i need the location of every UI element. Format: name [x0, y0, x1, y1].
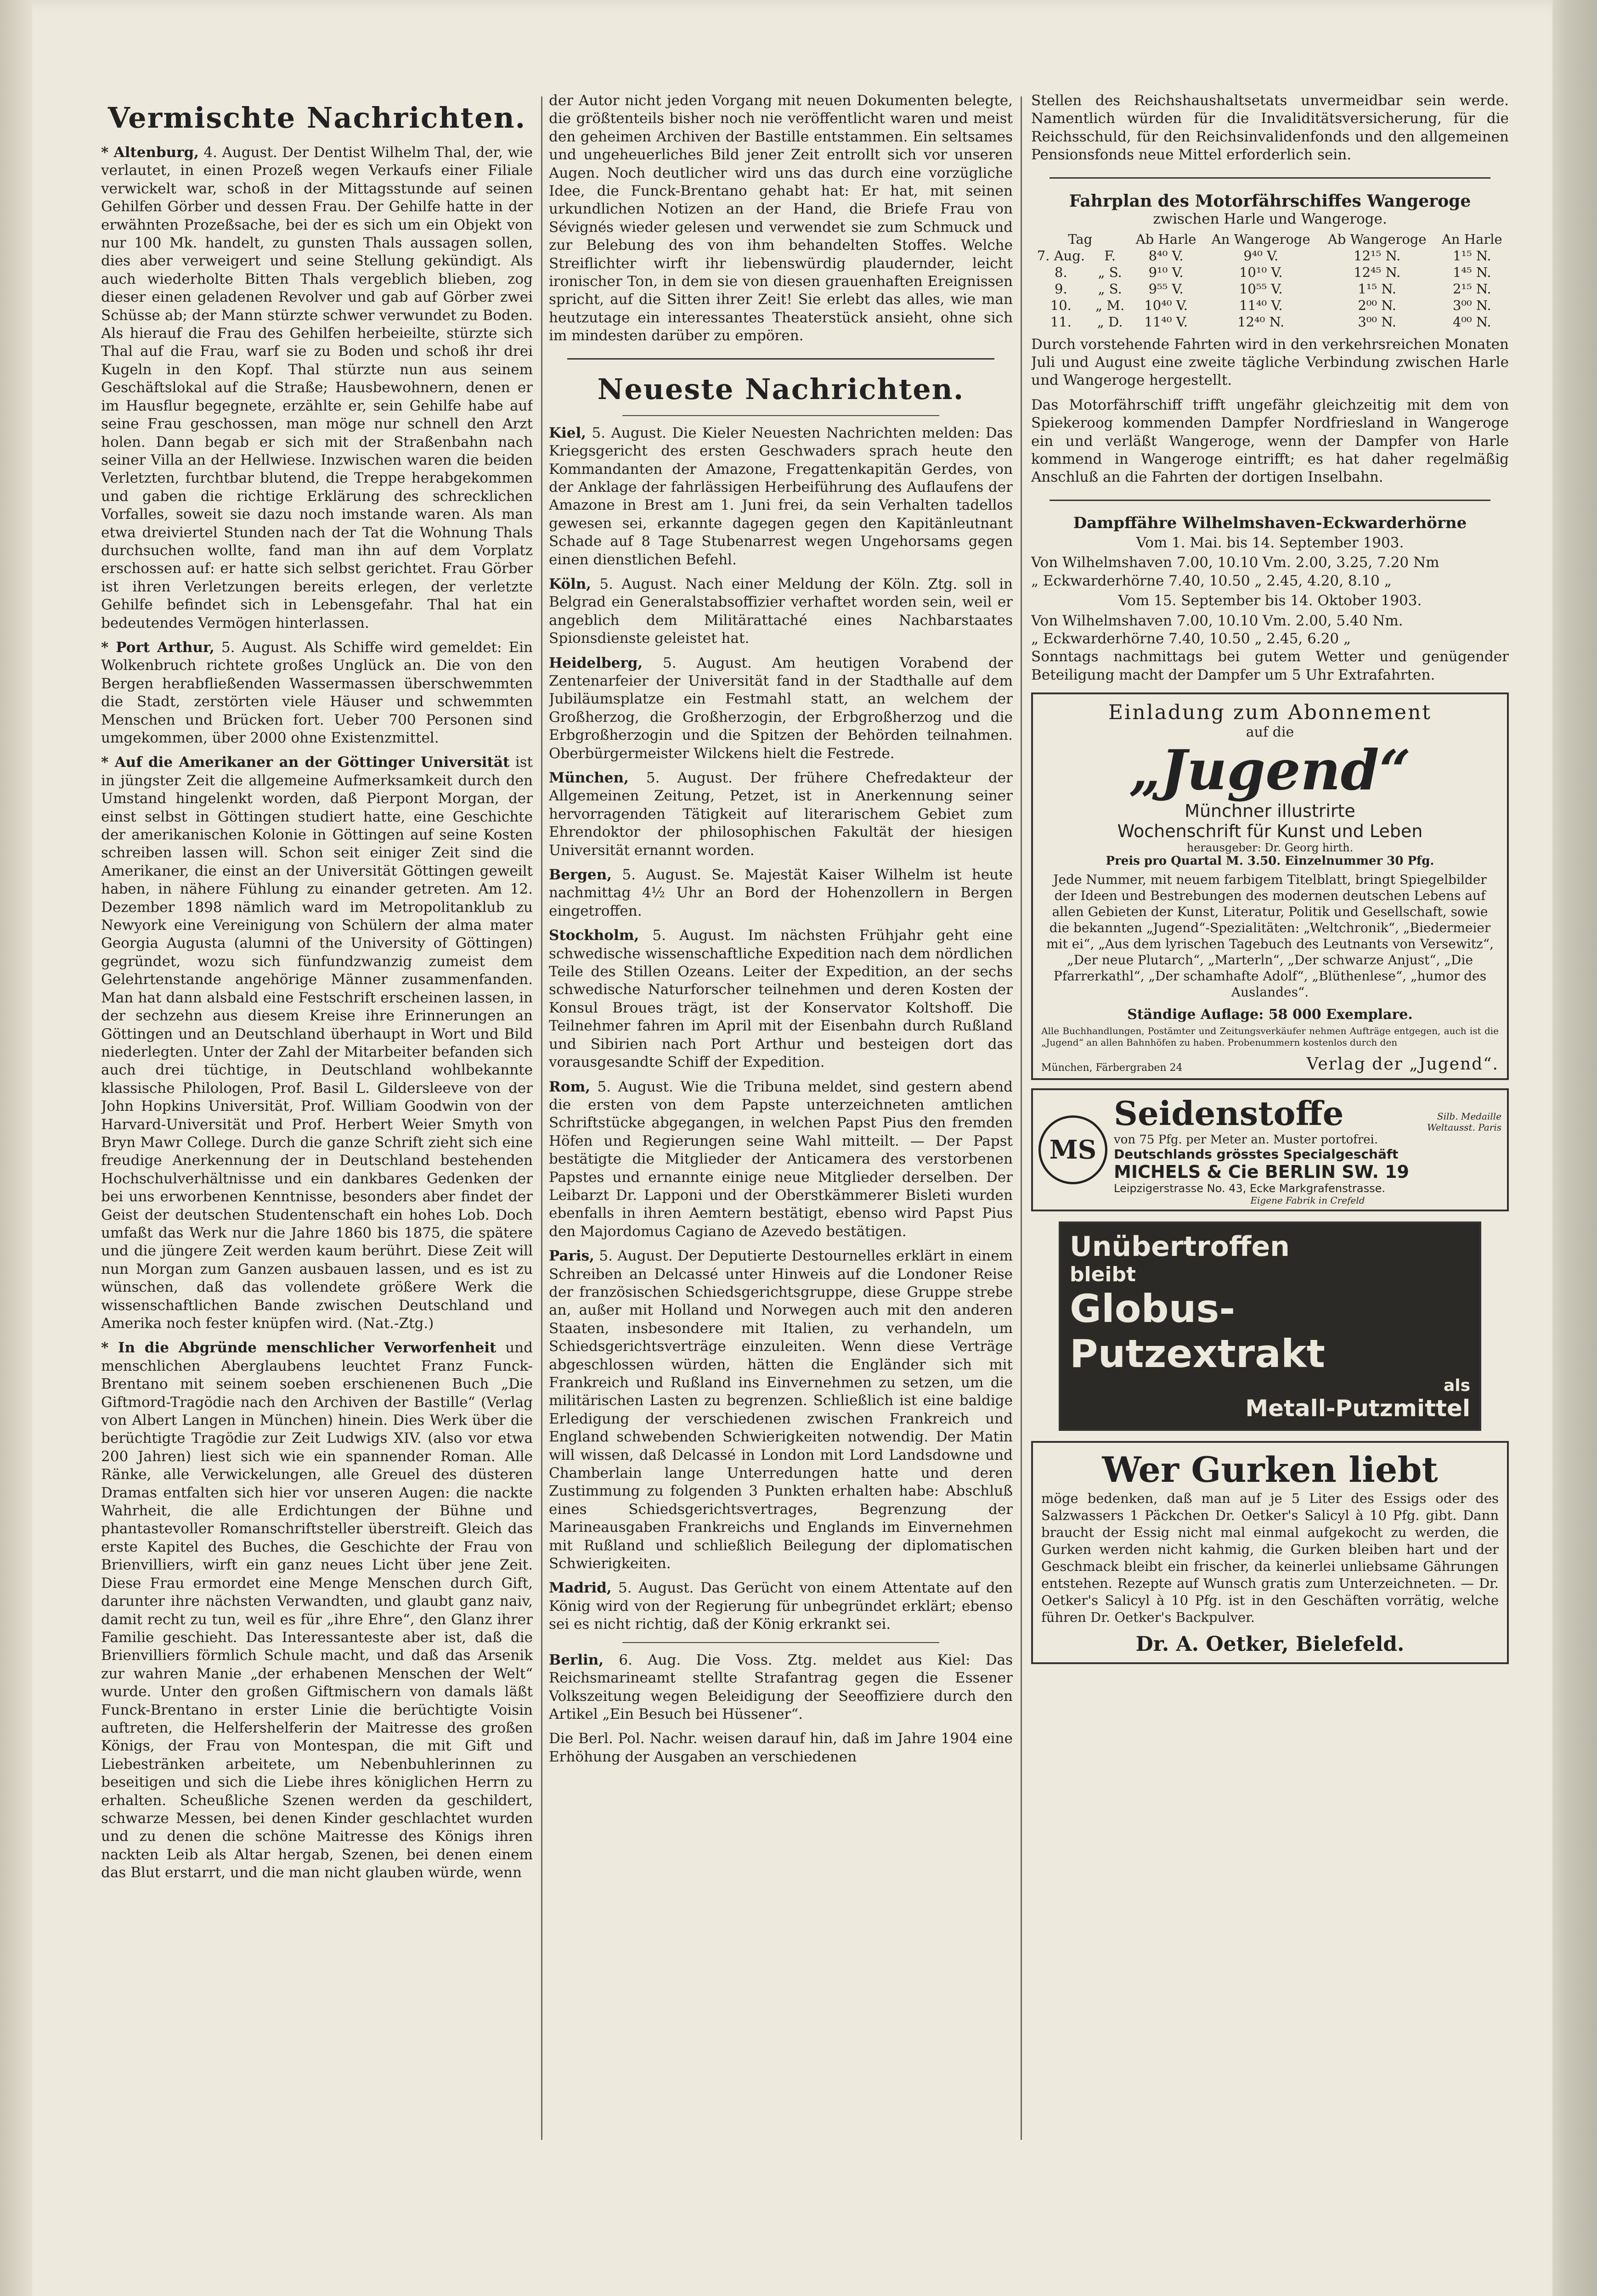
- article-giftmord: * In die Abgründe menschlicher Verworfenheit und menschlichen Aberglaubens leuchtet Franz Funck-Brentano mit seinem soeben erschienenen Buch „Die Giftmord-Tragödie nach den Archiven der Bastille“ (Verlag von Albert Langen in München) hinein. Dies Werk über die berüchtigte Tragödie zur Zeit Ludwigs XIV. (also vor etwa 200 Jahren) liest sich wie ein spannender Roman. Alle Ränke, alle Verwickelungen, alle Greuel des düsteren Dramas entfalten sich hier vor unseren Augen: die nackte Wahrheit, die alle Erdichtungen der Bühne und phantastevoller Romanschriftsteller überstreift. Gleich das erste Kapitel des Buches, die Geschichte der Frau von Brienvilliers, wirft ein ganz neues Licht über jene Zeit. Diese Frau ermordet eine Menge Menschen durch Gift, darunter ihre nächsten Verwandten, und glaubt ganz naiv, damit recht zu tun, weil es für „ihre Ehre“, den Glanz ihrer Familie geschieht. Das Interessanteste aber ist, daß die Brienvilliers förmlich Schule macht, und daß das Arsenik zur wahren Manie „der erhabenen Menschen der Welt“ wurde. Unter den großen Giftmischern von damals läßt Funck-Brentano in erster Linie die berüchtigte Voisin auftreten, die Helfershelferin der Maitresse des großen Königs, der Frau von Montespan, die mit Gift und Liebestränken arbeitete, um Nebenbuhlerinnen zu beseitigen und sich die Liebe ihres königlichen Herrn zu erhalten. Scheußliche Szenen werden da geschildert, schwarze Messen, bei denen Kinder geschlachtet wurden und zu denen die schöne Maitresse des Königs ihren nackten Leib als Altar hergab, Szenen, bei denen einem das Blut erstarrt, und die man nicht glauben würde, wenn: [101, 1339, 533, 1881]
- globus-line: Unübertroffen: [1070, 1231, 1290, 1263]
- eck-line: Von Wilhelmshaven 7.00, 10.10 Vm. 2.00, 5.40 Nm.: [1031, 612, 1403, 629]
- news-rom: Rom, 5. August. Wie die Tribuna meldet, sind gestern abend die ersten von dem Papste unterzeichneten amtlichen Schriftstücke abgegangen, in welchen Papst Pius den fremden Höfen und Regierungen seine Wahl mitteilt. — Der Papst bestätigte die Mitglieder der Anticamera des verstorbenen Papstes und ernannte einige neue Mitglieder derselben. Der Leibarzt Dr. Lapponi und der Oberstkämmerer Bisleti wurden ebenfalls in ihren Aemtern bestätigt, ebenso wird Papst Pius den Majordomus Cagiano de Azevedo bestätigen.: [549, 1078, 1013, 1240]
- divider: [622, 415, 939, 416]
- timetable-cell: 7. Aug.: [1037, 248, 1085, 264]
- seide-title: Seidenstoffe: [1114, 1094, 1344, 1133]
- globus-line: Metall-Putzmittel: [1245, 1395, 1470, 1422]
- news-muenchen: München, 5. August. Der frühere Chefredakteur der Allgemeinen Zeitung, Petzet, ist in Anerkennung seiner hervorragenden Tätigkeit auf literarischem Gebiet zum Ehrendoktor der philosophischen Fakultät der hiesigen Universität ernannt worden.: [549, 770, 1013, 859]
- column-rule: [1021, 96, 1022, 2140]
- eck-line: „ Eckwarderhörne 7.40, 10.50 „ 2.45, 4.20, 8.10 „: [1031, 572, 1392, 589]
- timetable-cell: 2¹⁵ N.: [1452, 281, 1491, 297]
- jugend-ad: [1031, 692, 1509, 1080]
- oetker-title: Wer Gurken liebt: [1102, 1449, 1438, 1491]
- timetable-cell: 8.: [1055, 264, 1067, 280]
- timetable-row: [1031, 248, 1509, 264]
- ferry-subtitle: zwischen Harle und Wangeroge.: [1153, 210, 1387, 227]
- jugend-body: Jede Nummer, mit neuem farbigem Titelblatt, bringt Spiegelbilder der Ideen und Bestrebungen des modernen deutschen Lebens auf allen Gebieten der Kunst, Literatur, Politik und Gesellschaft, sowie die bekannten „Jugend“-Spezialitäten: „Weltchronik“, „Biedermeier mit ei“, „Aus dem lyrischen Tagebuch des Leutnants von Versewitz“, „Der neue Plutarch“, „Marterln“, „Der schwarze Anjust“, „Die Pfarrerkathl“, „Der schamhafte Adolf“, „Blüthenlese“, „humor des Auslandes“.: [1046, 872, 1494, 1000]
- timetable-cell: 3⁰⁰ N.: [1358, 314, 1397, 330]
- timetable-cell: „ S.: [1098, 264, 1122, 280]
- timetable-cell: 10⁵⁵ V.: [1239, 281, 1283, 297]
- divider: [1050, 500, 1490, 501]
- eck-period: Vom 15. September bis 14. Oktober 1903.: [1118, 592, 1422, 609]
- eck-line: Von Wilhelmshaven 7.00, 10.10 Vm. 2.00, 3.25, 7.20 Nm: [1031, 554, 1439, 571]
- jugend-editor: herausgeber: Dr. Georg hirth.: [1186, 841, 1354, 855]
- column-1: [101, 92, 533, 1889]
- timetable-cell: 1¹⁵ N.: [1452, 248, 1491, 264]
- jugend-sub: Münchner illustrirte: [1185, 801, 1355, 822]
- jugend-auf: auf die: [1246, 724, 1294, 741]
- news-bergen: Bergen, 5. August. Se. Majestät Kaiser Wilhelm ist heute nachmittag 4½ Uhr an Bord der Hohenzollern in Bergen eingetroffen.: [549, 867, 1013, 919]
- news-berlin: Berlin, 6. Aug. Die Voss. Ztg. meldet aus Kiel: Das Reichsmarineamt stellte Strafantrag gegen die Essener Volkszeitung wegen Beleidigung der Seeoffiziere durch den Artikel „Ein Besuch bei Hüssener“.: [549, 1651, 1013, 1722]
- timetable-cell: 9.: [1055, 281, 1067, 297]
- article-continuation: der Autor nicht jeden Vorgang mit neuen Dokumenten belegte, die größtenteils bisher noch nie veröffentlicht waren und meist den geheimen Archiven der Bastille entstammen. Ein seltsames und ungeheuerliches Bild jener Zeit entrollt sich vor unseren Augen. Noch deutlicher wird uns das durch eine vorzügliche Idee, die Funck-Brentano gehabt hat: Er hat, mit seinen urkundlichen Notizen an der Hand, die Briefe Frau von Sévignés wieder gelesen und verwendet sie zum Schmuck und zur Belebung des von ihm behandelten Stoffes. Welche Streiflichter wirft ihr liebenswürdig plaudernder, leicht ironischer Ton, in dem sie von diesen grauenhaften Ereignissen spricht, auf die Sitten ihrer Zeit! Sie erlebt das alles, wie man heutzutage ein interessantes Theaterstück ansieht, ohne sich im mindesten darüber zu empören.: [549, 92, 1013, 344]
- timetable-cell: „ S.: [1098, 281, 1122, 297]
- article-altenburg: * Altenburg, 4. August. Der Dentist Wilhelm Thal, der, wie verlautet, in einen Prozeß wegen Verkaufs einer Filiale verwickelt war, schoß in der Mittagsstunde auf seinen Gehilfen Görber und dessen Frau. Der Gehilfe hatte in der erwähnten Prozeßsache, bei der es sich um ein Objekt von nur 100 Mk. handelt, zu gunsten Thals aussagen sollen, dies aber verweigert und seine Stellung gekündigt. Als auch wiederholte Bitten Thals vergeblich blieben, zog dieser einen geladenen Revolver und gab auf Görber zwei Schüsse ab; der Mann stürzte schwer verwundet zu Boden. Als hierauf die Frau des Gehilfen herbeieilte, stürzte sich Thal auf die Frau, warf sie zu Boden und schoß ihr drei Kugeln in den Kopf. Thal stürzte nun aus seinem Geschäftslokal auf die Straße; Hausbewohnern, denen er im Hausflur begegnete, erzählte er, sein Gehilfe habe auf seine Frau geschossen, man möge nur schnell den Arzt holen. Dann begab er sich mit der Straßenbahn nach seiner Villa an der Hellwiese. Inzwischen waren die beiden Verletzten, furchtbar blutend, die Treppe herabgekommen und gaben die richtige Erklärung des schrecklichen Vorfalles, soweit sie dazu noch imstande waren. Als man etwa dreiviertel Stunden nach der Tat die Wohnung Thals durchsuchen wollte, fand man ihn auf dem Vorplatz erschossen auf: er hatte sich selbst gerichtet. Frau Görber ist ihren Verletzungen bereits erlegen, der verletzte Gehilfe befindet sich in Lebensgefahr. Thal hat ein bedeutendes Vermögen hinterlassen.: [101, 144, 533, 631]
- timetable-cell: 3⁰⁰ N.: [1452, 297, 1491, 313]
- timetable-cell: 4⁰⁰ N.: [1452, 314, 1491, 330]
- oetker-body: möge bedenken, daß man auf je 5 Liter des Essigs oder des Salzwassers 1 Päckchen Dr. Oetker's Salicyl à 10 Pfg. gibt. Dann braucht der Essig nicht mal einmal aufgekocht zu werden, die Gurken werden nicht kahmig, die Gurken bleiben hart und der Geschmack bleibt ein frischer, da keinerlei unliebsame Gährungen entstehen. Rezepte auf Wunsch gratis zum Unterzeichneten. — Dr. Oetker's Salicyl à 10 Pfg. ist in den Geschäften vorrätig, welche führen Dr. Oetker's Backpulver.: [1041, 1491, 1499, 1626]
- news-madrid: Madrid, 5. August. Das Gerücht von einem Attentate auf den König wird von der Regierung für unbegründet erklärt; ebenso sei es nicht richtig, daß der König erkrankt sei.: [549, 1580, 1013, 1633]
- timetable-cell: 8⁴⁰ V.: [1148, 248, 1184, 264]
- jugend-invite: Einladung zum Abonnement: [1108, 701, 1432, 725]
- globus-line: Globus-Putzextrakt: [1070, 1286, 1325, 1377]
- col-header: An Wangeroge: [1211, 231, 1310, 247]
- timetable-row: [1031, 297, 1509, 314]
- article-goettingen: * Auf die Amerikaner an der Göttinger Universität ist in jüngster Zeit die allgemeine Aufmerksamkeit durch den Umstand hingelenkt worden, daß Pierpont Morgan, der einst selbst in Göttingen studiert hatte, eine Geschichte der amerikanischen Kolonie in Göttingen auf seine Kosten schreiben lassen will. Schon seit einiger Zeit sind die Amerikaner, die einst an der Universität Göttingen geweilt haben, in nähere Fühlung zu einander getreten. Am 12. Dezember 1898 nämlich ward im Metropolitanklub zu Newyork eine Vereinigung von Schülern der alma mater Georgia Augusta (alumni of the University of Göttingen) gegründet, wozu sich fünfundzwanzig zumeist dem Gelehrtenstande angehörige Männer zusammenfanden. Man hat dann alsbald eine Festschrift erscheinen lassen, in der sechzehn aus diesem Kreise ihre Erinnerungen an Göttingen und an Deutschland überhaupt in Wort und Bild niederlegten. Unter der Zahl der Mitarbeiter befanden sich auch drei tüchtige, in Deutschland wohlbekannte klassische Philologen, Prof. Basil L. Gildersleeve von der John Hopkins Universität, Prof. William Goodwin von der Harvard-Universität und Prof. Herbert Weier Smyth von Bryn Mawr College. Durch die ganze Schrift zieht sich eine freudige Anerkennung der in Deutschland bestehenden Hochschulverhältnisse und ein dankbares Gedenken der bei uns erworbenen Kenntnisse, besonders aber findet der Geist der deutschen Studentenschaft ein hohes Lob. Doch umfaßt das Werk nur die Jahre 1860 bis 1875, die spätere und die jüngere Zeit werden kaum berührt. Diese Zeit will nun Morgan zum Ganzen ausbauen lassen, und es ist zu wünschen, daß das vollendete größere Werk die wissenschaftlichen Bande zwischen Deutschland und Amerika noch fester knüpfen wird. (Nat.-Ztg.): [101, 754, 533, 1332]
- jugend-auflage: Ständige Auflage: 58 000 Exemplare.: [1127, 1007, 1413, 1023]
- ferry-note: Das Motorfährschiff trifft ungefähr gleichzeitig mit dem von Spiekeroog kommenden Dampfer Nordfriesland in Wangeroge ein und verläßt Wangeroge, wenn der Dampfer von Harle kommend in Wangeroge eintrifft; es hat daher regelmäßig Anschluß an die Fahrten der dortigen Inselbahn.: [1031, 396, 1509, 486]
- timetable-cell: 11.: [1050, 314, 1072, 330]
- news-berlin-2: Die Berl. Pol. Nachr. weisen darauf hin, daß im Jahre 1904 eine Erhöhung der Ausgaben an verschiedenen: [549, 1730, 1013, 1765]
- seide-line: Leipzigerstrasse No. 43, Ecke Markgrafenstrasse.: [1114, 1182, 1386, 1195]
- timetable-row: [1031, 264, 1509, 281]
- column-rule: [541, 96, 542, 2140]
- jugend-verlag: Verlag der „Jugend“.: [1306, 1055, 1499, 1074]
- column-3: [1031, 92, 1509, 1672]
- timetable-cell: 2⁰⁰ N.: [1358, 297, 1397, 313]
- timetable-cell: „ M.: [1095, 297, 1125, 313]
- news-koeln: Köln, 5. August. Nach einer Meldung der Köln. Ztg. soll in Belgrad ein Generalstabsoffizier verhaftet worden sein, weil er angeblich dem Militärattaché eines Nachbarstaates Spionsdienste geleistet hat.: [549, 575, 1013, 647]
- timetable-cell: F.: [1104, 248, 1116, 264]
- globus-line: bleibt: [1070, 1263, 1136, 1287]
- jugend-price: Preis pro Quartal M. 3.50. Einzelnummer 30 Pfg.: [1106, 854, 1434, 868]
- globus-ad: [1059, 1221, 1481, 1431]
- page-edge: [1552, 0, 1597, 2296]
- timetable-cell: 10¹⁰ V.: [1239, 264, 1283, 280]
- timetable-cell: 9⁴⁰ V.: [1243, 248, 1279, 264]
- timetable-cell: 9¹⁰ V.: [1148, 264, 1184, 280]
- timetable-cell: 10⁴⁰ V.: [1144, 297, 1188, 313]
- timetable-cell: 12⁴⁰ N.: [1237, 314, 1285, 330]
- timetable-row: [1031, 314, 1509, 330]
- jugend-title: „Jugend“: [1129, 738, 1411, 803]
- news-kiel: Kiel, 5. August. Die Kieler Neuesten Nachrichten melden: Das Kriegsgericht des ersten Geschwaders sprach heute den Kommandanten der Amazone, Fregattenkapitän Gerdes, von der Anklage der fahrlässigen Herbeiführung des Auflaufens der Amazone in Brest am 1. Juni frei, da sein Verhalten tadellos gewesen sei, erkannte dagegen gegen den Kapitänleutnant Schade auf 8 Tage Stubenarrest wegen Ungehorsams gegen einen dienstlichen Befehl.: [549, 424, 1013, 568]
- globus-line: als: [1443, 1376, 1470, 1396]
- article-port-arthur: * Port Arthur, 5. August. Als Schiffe wird gemeldet: Ein Wolkenbruch richtete großes Unglück an. Die von den Bergen herabfließenden Wassermassen überschwemmten die Stadt, zerstörten viele Häuser und schwemmten Menschen und Brücken fort. Ueber 700 Personen sind umgekommen, über 2000 ohne Existenzmittel.: [101, 639, 533, 746]
- seide-price: von 75 Pfg. per Meter an. Muster portofrei.: [1114, 1133, 1378, 1147]
- divider: [622, 1642, 939, 1643]
- seide-medal: Silb. Medaille Weltausst. Paris: [1427, 1111, 1501, 1133]
- seide-line: Deutschlands grösstes Specialgeschäft: [1114, 1147, 1399, 1162]
- eck-title: Dampffähre Wilhelmshaven-Eckwarderhörne: [1073, 513, 1467, 532]
- divider: [567, 358, 994, 360]
- section-title: Vermischte Nachrichten.: [107, 101, 526, 135]
- oetker-ad: [1031, 1441, 1509, 1664]
- timetable-cell: 11⁴⁰ V.: [1239, 297, 1283, 313]
- ferry-timetable: [1031, 231, 1509, 330]
- eck-note: Sonntags nachmittags bei gutem Wetter und genügender Beteiligung macht der Dampfer um 5 Uhr Extrafahrten.: [1031, 648, 1509, 683]
- binding-gutter: [0, 0, 32, 2296]
- ferry-title: Fahrplan des Motorfährschiffes Wangeroge: [1069, 191, 1471, 211]
- col-header: Ab Wangeroge: [1327, 231, 1427, 247]
- seide-line: MICHELS & Cie BERLIN SW. 19: [1114, 1162, 1409, 1182]
- timetable-cell: 1¹⁵ N.: [1358, 281, 1397, 297]
- timetable-header: [1031, 231, 1509, 248]
- monogram-logo: MS: [1038, 1115, 1107, 1184]
- news-heidelberg: Heidelberg, 5. August. Am heutigen Vorabend der Zentenarfeier der Universität fand in der Stadthalle auf dem Jubiläumsplatze ein Festmahl statt, an welchem der Großherzog, die Großherzogin, der Erbgroßherzog und die Erbgroßherzogin und die Spitzen der Behörden teilnahmen. Oberbürgermeister Wilckens hielt die Festrede.: [549, 654, 1013, 762]
- eck-period: Vom 1. Mai. bis 14. September 1903.: [1136, 534, 1404, 551]
- divider: [1050, 177, 1490, 179]
- timetable-cell: 9⁵⁵ V.: [1148, 281, 1184, 297]
- seidenstoffe-ad: [1031, 1088, 1509, 1211]
- col-header: Ab Harle: [1135, 231, 1196, 247]
- timetable-cell: 1⁴⁵ N.: [1452, 264, 1491, 280]
- section-title: Neueste Nachrichten.: [597, 372, 965, 406]
- article-continuation: Stellen des Reichshaushaltsetats unvermeidbar sein werde. Namentlich würden für die Invaliditätsversicherung, für die Reichsschuld, für den Reichsinvalidenfonds und den allgemeinen Pensionsfonds neue Mittel erforderlich sein.: [1031, 92, 1509, 163]
- oetker-signature: Dr. A. Oetker, Bielefeld.: [1135, 1632, 1405, 1656]
- news-paris: Paris, 5. August. Der Deputierte Destournelles erklärt in einem Schreiben an Delcassé unter Hinweis auf die Londoner Reise der französischen Schiedsgerichtsgruppe, diese Gruppe strebe an, außer mit Holland und Norwegen auch mit den anderen Staaten, insbesondere mit Italien, zu verhandeln, um Schiedsgerichtsverträge einzuleiten. Wenn diese Verträge abgeschlossen würden, hätten die Engländer sich mit Frankreich und Rußland ins Einvernehmen zu setzen, um die militärischen Lasten zu begrenzen. Schließlich ist eine baldige Erledigung der verschiedenen zwischen Frankreich und England schwebenden Schwierigkeiten notwendig. Der Matin will wissen, daß Delcassé in London mit Lord Landsdowne und Chamberlain lange Unterredungen hatte und deren Zustimmung zu folgenden 3 Punkten erhalten habe: Abschluß eines Schiedsgerichtsvertrages, Begrenzung der Marineausgaben Frankreichs und Englands im Einvernehmen mit Rußland und schließlich Beilegung der diplomatischen Schwierigkeiten.: [549, 1248, 1013, 1572]
- jugend-small: Alle Buchhandlungen, Postämter und Zeitungsverkäufer nehmen Aufträge entgegen, auch ist die „Jugend“ an allen Bahnhöfen zu haben. Probenummern kostenlos durch den: [1041, 1025, 1499, 1048]
- news-stockholm: Stockholm, 5. August. Im nächsten Frühjahr geht eine schwedische wissenschaftliche Expedition nach dem nördlichen Teile des Stillen Ozeans. Leiter der Expedition, an der sechs schwedische Naturforscher teilnehmen und deren Kosten der Konsul Broues trägt, ist der Konservator Koltshoff. Die Teilnehmer fahren im April mit der Eisenbahn durch Rußland und Sibirien nach Port Arthur und besteigen dort das vorausgesandte Schiff der Expedition.: [549, 927, 1013, 1071]
- col-header: Tag: [1068, 231, 1093, 247]
- timetable-cell: 11⁴⁰ V.: [1144, 314, 1188, 330]
- column-2: [549, 92, 1013, 1773]
- timetable-cell: 10.: [1050, 297, 1072, 313]
- timetable-cell: „ D.: [1097, 314, 1123, 330]
- timetable-row: [1031, 281, 1509, 297]
- timetable-cell: 12¹⁵ N.: [1354, 248, 1401, 264]
- jugend-sub: Wochenschrift für Kunst und Leben: [1117, 821, 1423, 842]
- jugend-city: München, Färbergraben 24: [1041, 1062, 1183, 1074]
- ferry-note: Durch vorstehende Fahrten wird in den verkehrsreichen Monaten Juli und August eine zweite tägliche Verbindung zwischen Harle und Wangeroge hergestellt.: [1031, 336, 1509, 389]
- seide-line: Eigene Fabrik in Crefeld: [1250, 1195, 1365, 1206]
- eck-line: „ Eckwarderhörne 7.40, 10.50 „ 2.45, 6.20 „: [1031, 630, 1351, 647]
- timetable-cell: 12⁴⁵ N.: [1354, 264, 1401, 280]
- col-header: An Harle: [1441, 231, 1502, 247]
